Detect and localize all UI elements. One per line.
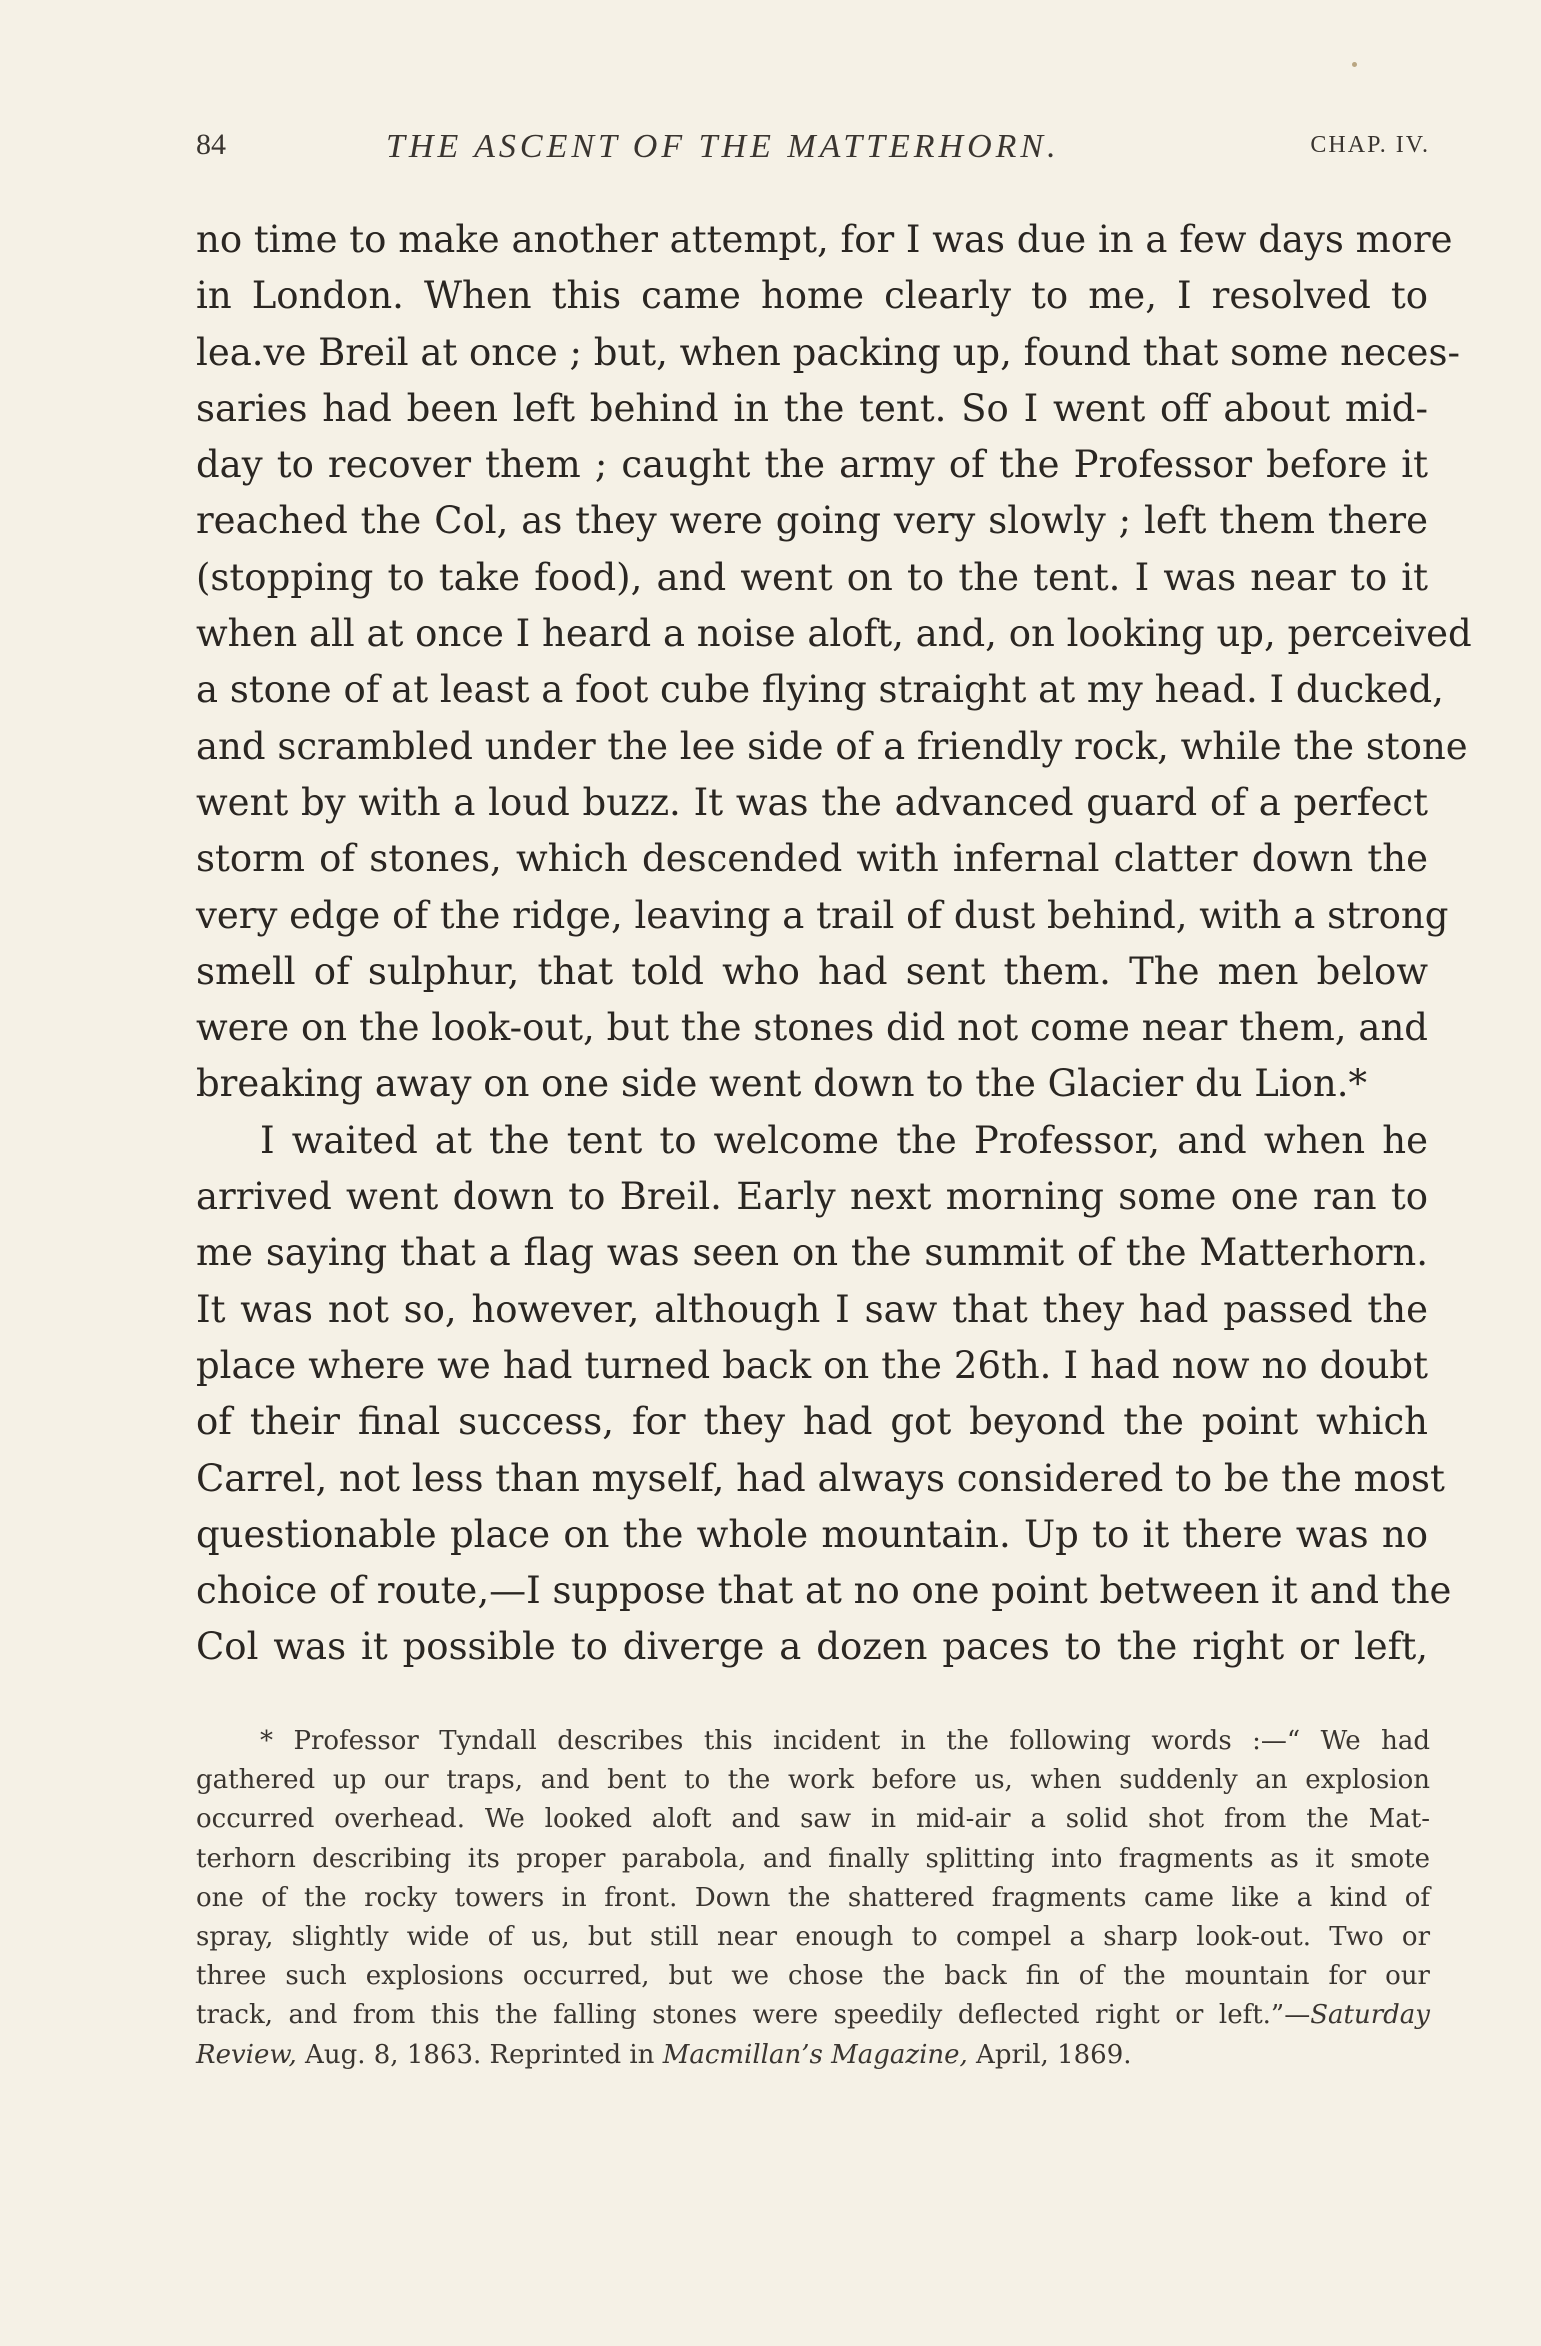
page-number: 84 [196, 128, 226, 161]
text-line: storm of stones, which descended with infernal clatter down the [196, 837, 1428, 881]
text-line: It was not so, however, although I saw that they had passed the [196, 1287, 1428, 1331]
text-line: when all at once I heard a noise aloft, and, on looking up, perceived [196, 612, 1472, 656]
journal-title: Saturday [1310, 2000, 1430, 2031]
footnote-line: gathered up our traps, and bent to the work before us, when suddenly an explosion [196, 1765, 1430, 1796]
footnote-text: Aug. 8, 1863. Reprinted in [296, 2039, 663, 2070]
paragraph-first-line: I waited at the tent to welcome the Professor, and when he [260, 1118, 1428, 1162]
text-line: arrived went down to Breil. Early next morning some one ran to [196, 1175, 1428, 1219]
footnote-line: * Professor Tyndall describes this incident in the following words :—“ We had [260, 1726, 1430, 1756]
text-line: reached the Col, as they were going very slowly ; left them there [196, 499, 1428, 543]
text-line: were on the look-out, but the stones did not come near them, and [196, 1006, 1428, 1050]
text-line: questionable place on the whole mountain. Up to it there was no [196, 1512, 1428, 1556]
body-text [196, 212, 1472, 1676]
text-line: choice of route,—I suppose that at no one point between it and the [196, 1569, 1452, 1613]
footnote-line [196, 2036, 1430, 2075]
footnote-text: track, and from this the falling stones were speedily deflected right or left.”— [196, 2000, 1311, 2031]
text-line: of their final success, for they had got beyond the point which [196, 1400, 1428, 1444]
text-line: Carrel, not less than myself, had always considered to be the most [196, 1456, 1445, 1500]
text-line: went by with a loud buzz. It was the advanced guard of a perfect [196, 780, 1428, 824]
text-line: and scrambled under the lee side of a friendly rock, while the stone [196, 724, 1468, 768]
footnote-line: occurred overhead. We looked aloft and saw in mid-air a solid shot from the Mat- [196, 1804, 1430, 1835]
text-line: Col was it possible to diverge a dozen paces to the right or left, [196, 1625, 1428, 1669]
magazine-title: Macmillan’s Magazine, [662, 2039, 968, 2070]
footnote-line: three such explosions occurred, but we chose the back fin of the mountain for our [196, 1961, 1430, 1992]
text-line: smell of sulphur, that told who had sent them. The men below [196, 949, 1428, 993]
text-line: very edge of the ridge, leaving a trail of dust behind, with a strong [196, 893, 1449, 937]
text-line: me saying that a flag was seen on the summit of the Matterhorn. [196, 1231, 1428, 1275]
text-line: lea.ve Breil at once ; but, when packing up, found that some neces- [196, 330, 1460, 374]
running-title: THE ASCENT OF THE MATTERHORN. [386, 128, 1060, 165]
text-line: saries had been left behind in the tent. So I went off about mid- [196, 386, 1428, 430]
text-line: a stone of at least a foot cube flying straight at my head. I ducked, [196, 668, 1444, 712]
footnote [196, 1722, 1430, 2075]
chapter-label: CHAP. IV. [1310, 132, 1430, 158]
text-line: place where we had turned back on the 26th. I had now no doubt [196, 1343, 1428, 1387]
text-line: day to recover them ; caught the army of the Professor before it [196, 443, 1428, 487]
text-line: breaking away on one side went down to the Glacier du Lion.* [196, 1062, 1368, 1106]
footnote-line: spray, slightly wide of us, but still near enough to compel a sharp look-out. Two or [196, 1921, 1430, 1952]
footnote-line: terhorn describing its proper parabola, and finally splitting into fragments as it smote [196, 1843, 1430, 1874]
journal-title: Review, [196, 2039, 297, 2070]
running-header [196, 128, 1430, 178]
ink-speck [1352, 62, 1357, 67]
footnote-text: April, 1869. [967, 2039, 1132, 2070]
text-line: (stopping to take food), and went on to the tent. I was near to it [196, 555, 1428, 599]
text-line: in London. When this came home clearly to me, I resolved to [196, 274, 1428, 318]
text-line: no time to make another attempt, for I was due in a few days more [196, 218, 1453, 261]
footnote-line [196, 1996, 1430, 2035]
footnote-line: one of the rocky towers in front. Down the shattered fragments came like a kind of [196, 1882, 1430, 1913]
